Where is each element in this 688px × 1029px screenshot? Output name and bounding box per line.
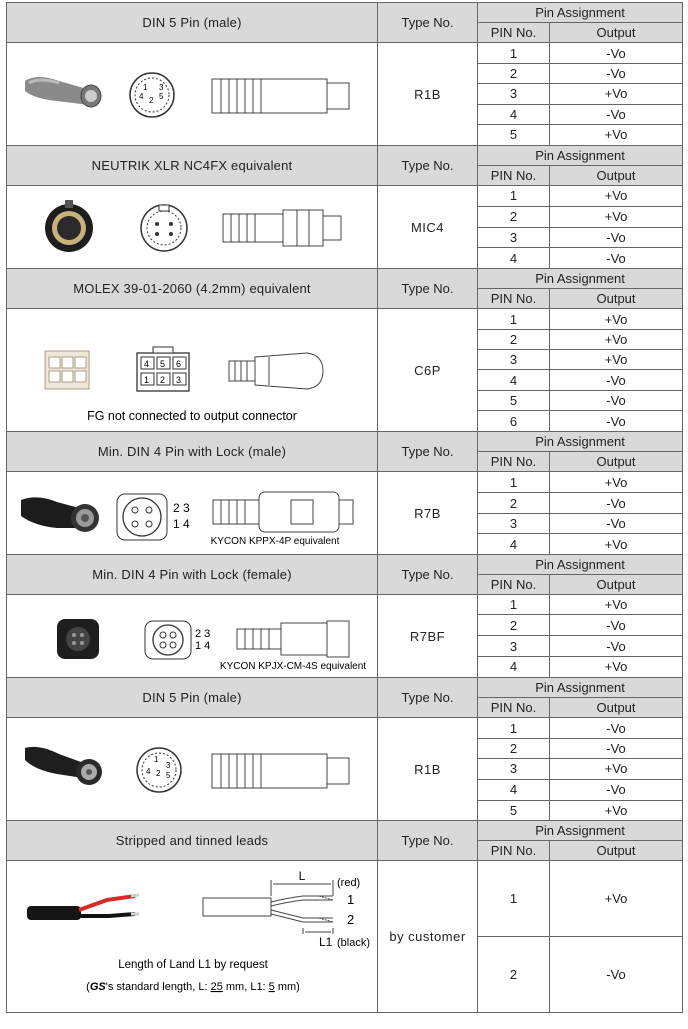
pin-no: 3 xyxy=(478,350,550,370)
din5-plug-photo xyxy=(25,77,101,107)
pin-label: 1 xyxy=(154,755,159,764)
section-title: Min. DIN 4 Pin with Lock (female) xyxy=(7,555,378,595)
pin-output: -Vo xyxy=(550,227,683,248)
pin-label: 3 xyxy=(159,83,164,92)
din5-plug-photo xyxy=(25,747,102,785)
type-no: MIC4 xyxy=(378,186,478,269)
output-header: Output xyxy=(550,166,683,186)
dimension-label: L1 xyxy=(319,934,333,949)
mini-din4-male-pin-diagram xyxy=(117,494,190,540)
pin-no-header: PIN No. xyxy=(478,166,550,186)
mini-din4-female-jack-photo xyxy=(57,619,99,659)
pin-no: 4 xyxy=(478,656,550,677)
wire-number-label: 1 xyxy=(347,891,355,907)
wire-color-label: (red) xyxy=(337,876,361,889)
pin-label: 4 xyxy=(139,92,144,101)
pin-no: 1 xyxy=(478,43,550,64)
pin-no: 5 xyxy=(478,391,550,411)
mini-din4-male-plug-drawing xyxy=(213,492,353,532)
molex-plug-drawing xyxy=(229,353,323,389)
pin-label: 4 xyxy=(146,767,151,776)
pin-label: 1 xyxy=(143,83,148,92)
output-header: Output xyxy=(550,289,683,309)
type-no: R1B xyxy=(378,718,478,821)
pin-label: 3 xyxy=(176,375,182,385)
connector-table xyxy=(6,2,683,1013)
type-no-header: Type No. xyxy=(378,821,478,861)
pin-no: 3 xyxy=(478,759,550,779)
pin-label: 5 xyxy=(159,92,164,101)
pin-no-header: PIN No. xyxy=(478,23,550,43)
pin-no: 2 xyxy=(478,937,550,1013)
pin-no: 5 xyxy=(478,124,550,145)
pin-output: -Vo xyxy=(550,411,683,432)
pin-output: -Vo xyxy=(550,391,683,411)
pin-output: +Vo xyxy=(550,595,683,615)
pin-output: +Vo xyxy=(550,124,683,145)
pin-output: +Vo xyxy=(550,330,683,350)
dimension-label: L xyxy=(298,868,306,883)
pin-output: +Vo xyxy=(550,350,683,370)
pin-assignment-header: Pin Assignment xyxy=(478,269,683,289)
pin-label: 1 xyxy=(144,375,150,385)
pin-label: 2 3 xyxy=(173,501,190,515)
pin-no: 1 xyxy=(478,595,550,615)
pin-assignment-header: Pin Assignment xyxy=(478,146,683,166)
pin-label: 2 3 xyxy=(195,628,211,640)
pin-output: -Vo xyxy=(550,615,683,636)
type-no-header: Type No. xyxy=(378,555,478,595)
pin-output: -Vo xyxy=(550,104,683,124)
xlr-plug-photo xyxy=(45,200,93,252)
mini-din4-female-pin-diagram xyxy=(145,621,210,659)
xlr-plug-drawing xyxy=(223,210,341,246)
pin-assignment-header: Pin Assignment xyxy=(478,3,683,23)
pin-no: 3 xyxy=(478,84,550,104)
pin-no-header: PIN No. xyxy=(478,698,550,718)
section-title: Stripped and tinned leads xyxy=(7,821,378,861)
mini-din4-female-jack-drawing xyxy=(237,621,349,657)
pin-output: -Vo xyxy=(550,370,683,391)
pin-no: 4 xyxy=(478,248,550,269)
pin-assignment-header: Pin Assignment xyxy=(478,678,683,698)
type-no-header: Type No. xyxy=(378,146,478,186)
output-header: Output xyxy=(550,698,683,718)
pin-assignment-header: Pin Assignment xyxy=(478,555,683,575)
type-no-header: Type No. xyxy=(378,3,478,43)
pin-no: 2 xyxy=(478,493,550,514)
pin-no: 3 xyxy=(478,227,550,248)
output-header: Output xyxy=(550,841,683,861)
pin-output: -Vo xyxy=(550,937,683,1013)
output-header: Output xyxy=(550,575,683,595)
stripped-leads-photo xyxy=(27,895,139,920)
pin-no: 5 xyxy=(478,800,550,820)
pin-output: -Vo xyxy=(550,43,683,64)
pin-output: +Vo xyxy=(550,759,683,779)
xlr-pin-diagram xyxy=(141,205,187,251)
stripped-leads-illustration xyxy=(7,861,378,1013)
pin-assignment-header: Pin Assignment xyxy=(478,432,683,452)
pin-output: -Vo xyxy=(550,248,683,269)
pin-label: 1 4 xyxy=(195,640,211,652)
pin-output: -Vo xyxy=(550,64,683,84)
pin-no: 1 xyxy=(478,186,550,207)
mini-din4-male-plug-photo xyxy=(21,497,99,532)
pin-output: +Vo xyxy=(550,84,683,104)
pin-no: 6 xyxy=(478,411,550,432)
pin-label: 2 xyxy=(160,375,166,385)
connector-caption: KYCON KPJX-CM-4S equivalent xyxy=(219,661,367,672)
pin-label: 5 xyxy=(160,359,166,369)
pin-no-header: PIN No. xyxy=(478,575,550,595)
standard-length-caption: (GS's standard length, L: 25 mm, L1: 5 mm) xyxy=(86,980,300,993)
din5-plug-drawing xyxy=(212,79,349,113)
pin-no: 2 xyxy=(478,64,550,84)
pin-no: 4 xyxy=(478,534,550,555)
type-no: by customer xyxy=(378,861,478,1013)
type-no-header: Type No. xyxy=(378,678,478,718)
din5-plug-drawing xyxy=(212,754,349,788)
mini-din4-male-illustration xyxy=(7,472,378,555)
pin-no: 2 xyxy=(478,330,550,350)
type-no: R1B xyxy=(378,43,478,146)
pin-label: 4 xyxy=(144,359,150,369)
type-no: R7BF xyxy=(378,595,478,678)
pin-output: -Vo xyxy=(550,636,683,656)
pin-output: -Vo xyxy=(550,514,683,534)
pin-no-header: PIN No. xyxy=(478,452,550,472)
length-L1-value: 5 xyxy=(268,980,275,993)
molex-plug-photo xyxy=(45,351,89,389)
pin-no: 1 xyxy=(478,718,550,739)
pin-output: +Vo xyxy=(550,309,683,330)
din5-connector-illustration xyxy=(7,43,378,146)
pin-no: 4 xyxy=(478,779,550,800)
din5-pin-diagram xyxy=(130,73,174,117)
type-no-header: Type No. xyxy=(378,269,478,309)
pin-output: +Vo xyxy=(550,472,683,493)
leads-caption: Length of Land L1 by request xyxy=(118,958,268,971)
pin-no: 1 xyxy=(478,472,550,493)
pin-label: 5 xyxy=(166,771,171,780)
pin-no: 4 xyxy=(478,370,550,391)
molex-pin-diagram xyxy=(137,347,189,391)
pin-no: 4 xyxy=(478,104,550,124)
pin-label: 1 4 xyxy=(173,517,190,531)
section-title: Min. DIN 4 Pin with Lock (male) xyxy=(7,432,378,472)
pin-label: 2 xyxy=(149,96,154,105)
section-title: NEUTRIK XLR NC4FX equivalent xyxy=(7,146,378,186)
connector-caption: KYCON KPPX-4P equivalent xyxy=(210,536,340,547)
section-title: DIN 5 Pin (male) xyxy=(7,678,378,718)
pin-label: 2 xyxy=(156,769,161,778)
length-L-value: 25 xyxy=(210,980,223,993)
pin-output: +Vo xyxy=(550,800,683,820)
molex-connector-illustration xyxy=(7,309,378,432)
type-no: C6P xyxy=(378,309,478,432)
pin-no: 2 xyxy=(478,739,550,759)
pin-no: 1 xyxy=(478,309,550,330)
mini-din4-female-illustration xyxy=(7,595,378,678)
pin-output: +Vo xyxy=(550,186,683,207)
pin-output: -Vo xyxy=(550,493,683,514)
pin-no: 3 xyxy=(478,514,550,534)
pin-assignment-header: Pin Assignment xyxy=(478,821,683,841)
type-no-header: Type No. xyxy=(378,432,478,472)
xlr-connector-illustration xyxy=(7,186,378,269)
din5-connector-illustration xyxy=(7,718,378,821)
pin-no: 2 xyxy=(478,206,550,227)
din5-pin-diagram xyxy=(137,748,181,792)
section-title: MOLEX 39-01-2060 (4.2mm) equivalent xyxy=(7,269,378,309)
section-title: DIN 5 Pin (male) xyxy=(7,3,378,43)
pin-output: -Vo xyxy=(550,718,683,739)
pin-label: 6 xyxy=(176,359,182,369)
pin-output: +Vo xyxy=(550,534,683,555)
pin-no-header: PIN No. xyxy=(478,289,550,309)
brand-logo: GS xyxy=(89,980,106,993)
pin-label: 3 xyxy=(166,761,171,770)
pin-output: +Vo xyxy=(550,861,683,937)
stripped-leads-drawing xyxy=(203,880,333,934)
type-no: R7B xyxy=(378,472,478,555)
connector-caption: FG not connected to output connector xyxy=(87,409,297,423)
pin-output: -Vo xyxy=(550,739,683,759)
pin-output: +Vo xyxy=(550,656,683,677)
wire-color-label: (black) xyxy=(337,936,371,949)
pin-no: 1 xyxy=(478,861,550,937)
pin-output: -Vo xyxy=(550,779,683,800)
pin-no: 3 xyxy=(478,636,550,656)
output-header: Output xyxy=(550,23,683,43)
pin-no: 2 xyxy=(478,615,550,636)
pin-output: +Vo xyxy=(550,206,683,227)
output-header: Output xyxy=(550,452,683,472)
pin-no-header: PIN No. xyxy=(478,841,550,861)
wire-number-label: 2 xyxy=(347,911,355,927)
